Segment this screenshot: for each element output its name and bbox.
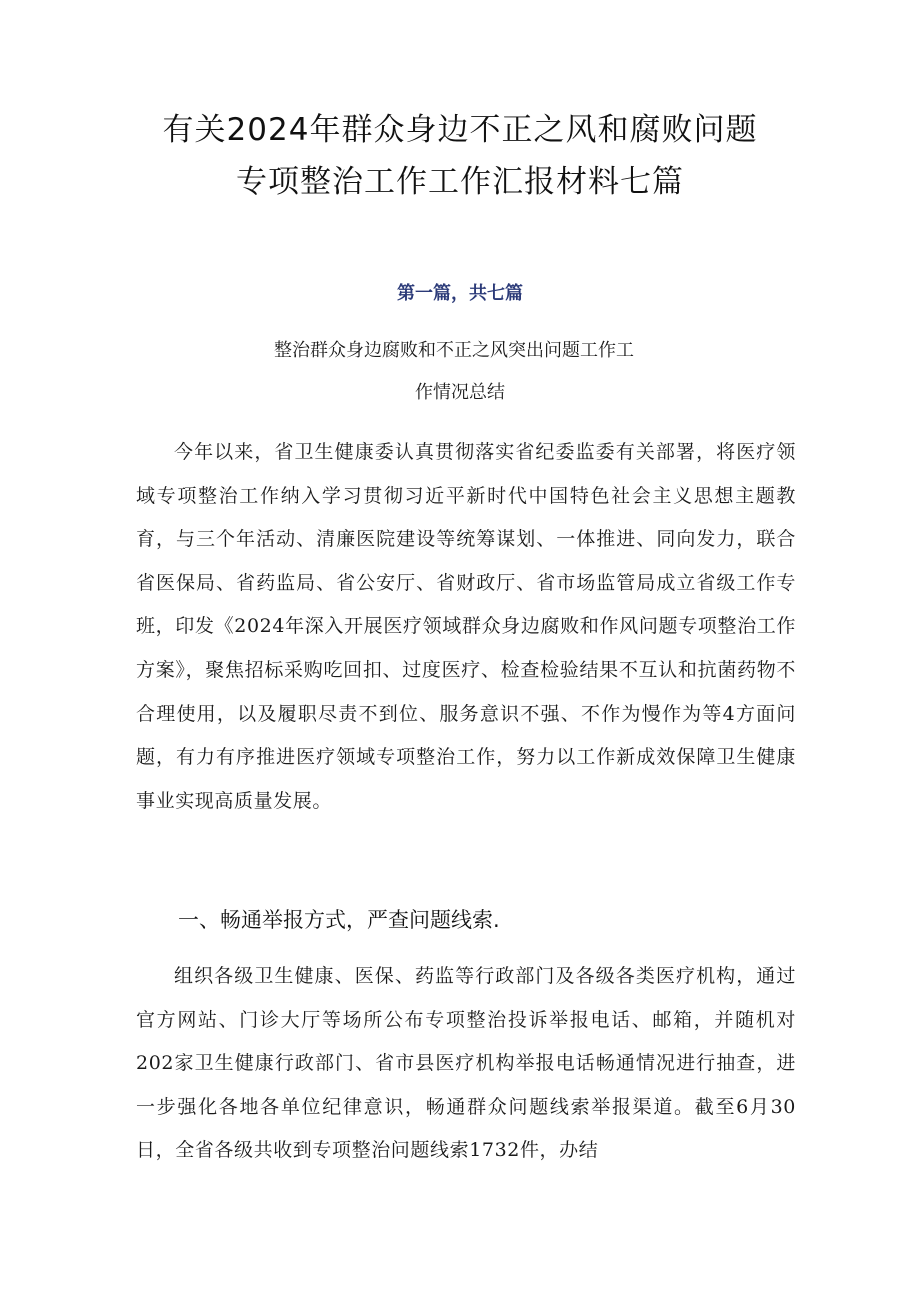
part-label: 第一篇，共七篇 xyxy=(397,283,523,304)
paragraph-1: 今年以来，省卫生健康委认真贯彻落实省纪委监委有关部署，将医疗领域专项整治工作纳入学习贯彻习近平新时代中国特色社会主义思想主题教育，与三个年活动、清廉医院建设等统筹谋划、一体推进、同向发力，联合省医保局、省药监局、省公安厅、省财政厅、省市场监管局成立省级工作专班，印发《2024年深入开展医疗领域群众身边腐败和作风问题专项整治工作方案》，聚焦招标采购吃回扣、过度医疗、检查检验结果不互认和抗菌药物不合理使用，以及履职尽责不到位、服务意识不强、不作为慢作为等4方面问题，有力有序推进医疗领域专项整治工作，努力以工作新成效保障卫生健康事业实现高质量发展。 xyxy=(136,441,796,812)
document-title-line-2: 专项整治工作工作汇报材料七篇 xyxy=(236,164,684,200)
sub-title-line-2: 作情况总结 xyxy=(415,382,505,403)
section-heading-1: 一、畅通举报方式，严查问题线索. xyxy=(178,908,500,932)
document-title-line-1: 有关2024年群众身边不正之风和腐败问题 xyxy=(162,112,758,148)
sub-title-line-1: 整治群众身边腐败和不正之风突出问题工作工 xyxy=(274,340,634,361)
paragraph-2: 组织各级卫生健康、医保、药监等行政部门及各级各类医疗机构，通过官方网站、门诊大厅等场所公布专项整治投诉举报电话、邮箱，并随机对202家卫生健康行政部门、省市县医疗机构举报电话畅通情况进行抽查，进一步强化各地各单位纪律意识，畅通群众问题线索举报渠道。截至6月30日，全省各级共收到专项整治问题线索1732件，办结 xyxy=(136,965,796,1162)
